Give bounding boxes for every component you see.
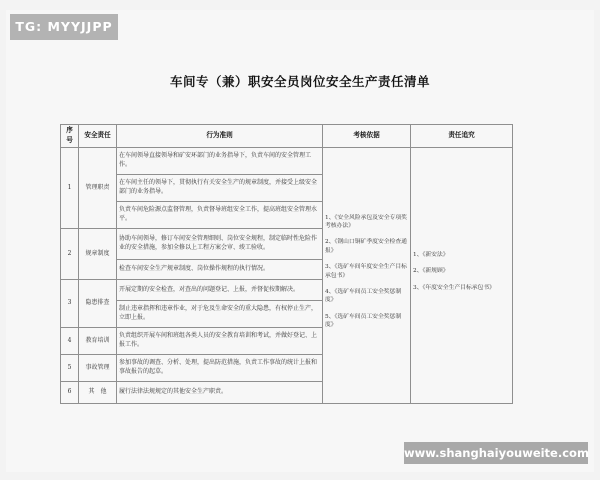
basis-cell <box>323 148 411 404</box>
trace-cell <box>411 148 513 404</box>
row-category: 隐患排查 <box>79 280 117 328</box>
row-no: 4 <box>61 328 79 355</box>
duty-cell: 协助车间领导，修订车间安全管理细则、岗位安全规程，制定临时性危险作业的安全措施，参加全修以上工程方案会审、竣工验收。 <box>117 229 323 260</box>
row-category: 管理职责 <box>79 148 117 229</box>
row-no: 6 <box>61 382 79 404</box>
row-category: 事故管理 <box>79 355 117 382</box>
basis-item: 1、《安全风险承包及安全专项奖考核办法》 <box>325 214 407 229</box>
duty-cell: 制止违章指挥和违章作业，对于危及生命安全的重大隐患，有权停止生产，立即上报。 <box>117 301 323 328</box>
trace-item: 2、《新规顾》 <box>413 268 449 275</box>
document-title: 车间专（兼）职安全员岗位安全生产责任清单 <box>169 74 430 89</box>
duty-cell: 负责组织开展车间和班组各类人员的安全教育培训和考试，并做好登记、上报工作。 <box>117 328 323 355</box>
header-basis: 考核依据 <box>323 125 411 148</box>
basis-item: 4、《选矿车间员工安全奖惩制度》 <box>325 288 402 304</box>
responsibility-table <box>60 124 513 404</box>
basis-item: 3、《选矿车间年度安全生产目标承包书》 <box>325 264 407 279</box>
header-no: 序号 <box>61 125 79 148</box>
duty-cell: 负责车间危险源点监督管理，负责督导班组安全工作，提高班组安全管理水平。 <box>117 202 323 229</box>
duty-cell: 参加事故的调查、分析、处理，提出防范措施，负责工作事故的统计上报和事故报告的起草。 <box>117 355 323 382</box>
trace-item: 1、《新安法》 <box>413 251 449 258</box>
row-category: 规章制度 <box>79 229 117 280</box>
header-category: 安全责任 <box>79 125 117 148</box>
duty-cell: 开展定期的安全检查，对查出的问题登记、上报，并督促按期解决。 <box>117 280 323 301</box>
site-watermark: www.shanghaiyouweite.com <box>404 442 588 464</box>
row-category: 教育培训 <box>79 328 117 355</box>
header-trace: 责任追究 <box>411 125 513 148</box>
duty-cell: 在车间主任的领导下，贯彻执行有关安全生产的规章制度，并接受上级安全部门的业务指导。 <box>117 175 323 202</box>
telegram-watermark: TG: MYYJJPP <box>10 14 118 40</box>
duty-cell: 检查车间安全生产规章制度、岗位操作规程的执行情况。 <box>117 260 323 280</box>
table-row <box>61 148 513 175</box>
basis-item: 5、《选矿车间员工安全奖惩制度》 <box>325 313 402 329</box>
duty-cell: 在车间领导直接领导和矿安环部门的业务指导下，负责车间的安全管理工作。 <box>117 148 323 175</box>
row-category: 其 他 <box>79 382 117 404</box>
row-no: 3 <box>61 280 79 328</box>
row-no: 1 <box>61 148 79 229</box>
basis-item: 2、《钢山口铜矿季度安全检查通报》 <box>325 239 407 254</box>
row-no: 5 <box>61 355 79 382</box>
row-no: 2 <box>61 229 79 280</box>
header-duty: 行为准则 <box>117 125 323 148</box>
duty-cell: 履行法律法规规定的其他安全生产职责。 <box>117 382 323 404</box>
table-header-row <box>61 125 513 148</box>
trace-item: 3、《年度安全生产目标承包书》 <box>413 284 495 291</box>
